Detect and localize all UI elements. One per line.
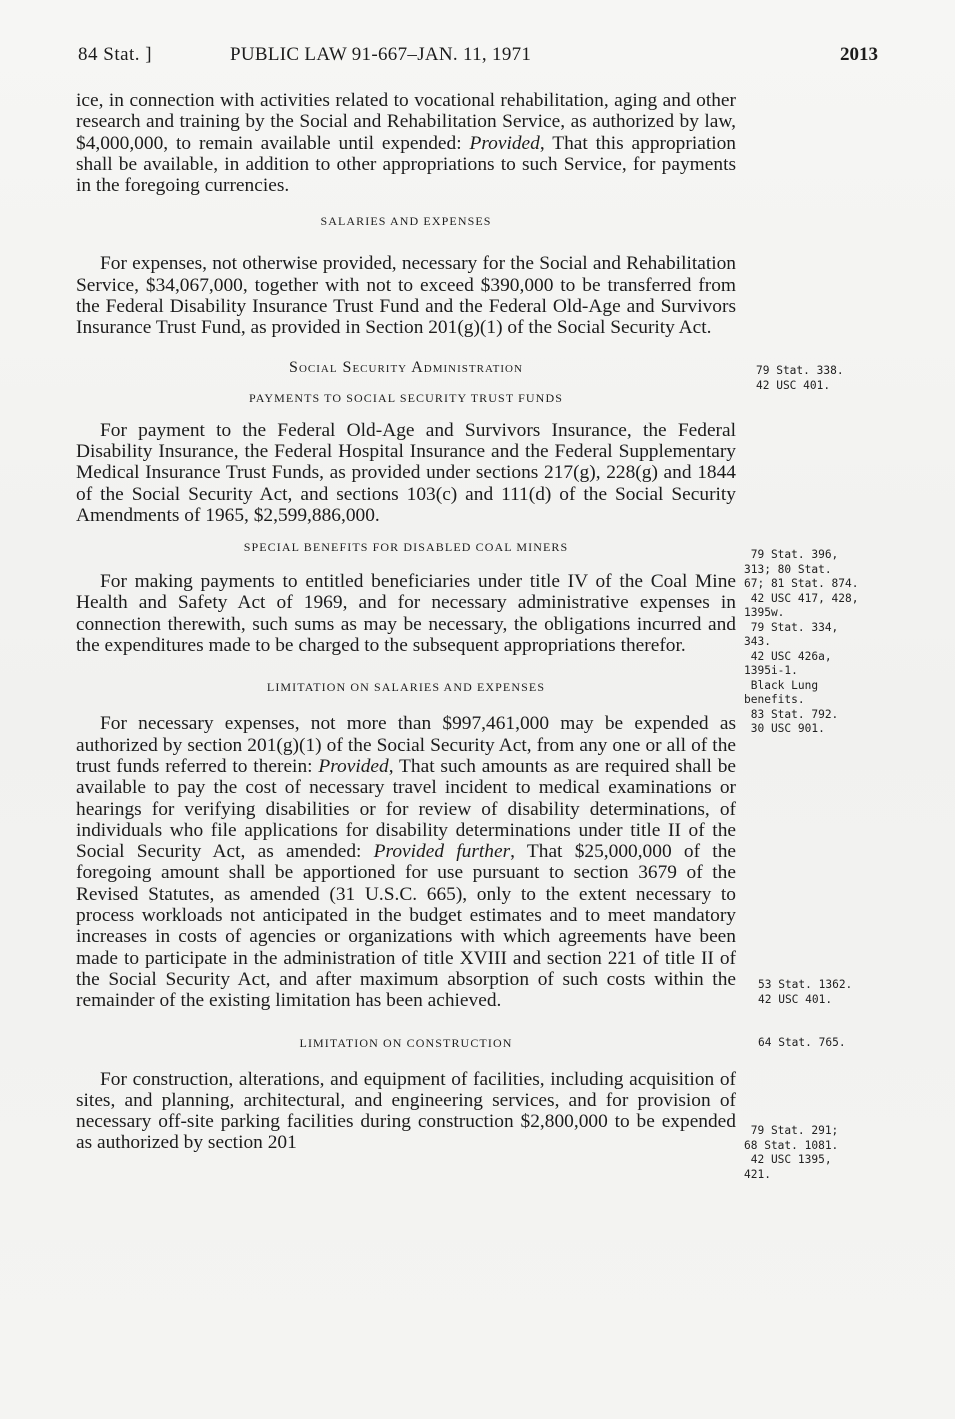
margin-note-4: 64 Stat. 765. bbox=[758, 1036, 846, 1049]
intro-italic: Provided bbox=[469, 132, 540, 154]
margin-note-2: 79 Stat. 396, 313; 80 Stat. 67; 81 Stat. 874. 42 USC 417, 428, 1395w. 79 Stat. 334, 343. 42 USC 426a, 1395i-1. Black Lung benefits. 83 Stat. 792. 30 USC 901. bbox=[744, 548, 859, 735]
section-heading-construction: LIMITATION ON CONSTRUCTION bbox=[299, 1035, 513, 1050]
intro-text-1: ice, in connection with activities related to vocational rehabilitation, aging and other research and training by the Social and Rehabilitation Service, as authorized by law, $4,000,000, to remain available until expended: bbox=[76, 90, 736, 154]
law-title: PUBLIC LAW 91-667–JAN. 11, 1971 bbox=[230, 44, 532, 65]
section-heading-salaries: SALARIES AND EXPENSES bbox=[320, 214, 492, 229]
section-text-coal-miners: For making payments to entitled beneficiaries under title IV of the Coal Mine Health and Safety Act of 1969, and for necessary administrative expenses in connection therewith, such sums as may be necessary, the obligations incurred and the expenditures made to be charged to the subsequent appropriations therefor. bbox=[76, 571, 736, 657]
margin-note-1: 79 Stat. 338. 42 USC 401. bbox=[756, 364, 844, 392]
page-number: 2013 bbox=[840, 44, 878, 65]
section-text-construction: For construction, alterations, and equipment of facilities, including acquisition of sites, and planning, architectural, and engineering services, and for provision of necessary off-site parking facilities during construction $2,800,000 to be expended as authorized by section 201 bbox=[76, 1068, 736, 1154]
main-text bbox=[76, 90, 736, 1154]
section-text-limitation-salaries bbox=[76, 713, 736, 1011]
intro-paragraph bbox=[76, 90, 736, 196]
intro-text-2: , That this appropriation shall be available, in addition to other appropriations to such Service, for payments in the foregoing currencies. bbox=[76, 132, 736, 197]
stat-label: 84 Stat. ] bbox=[78, 44, 153, 65]
limitation-text-2: , That such amounts as are required shall be available to pay the cost of necessary travel incident to medical examinations or hearings for verifying disabilities or for review of disability determinations, of individuals who file applications for disability determinations under title II of the Social Security Act, as amended: bbox=[76, 755, 737, 863]
limitation-italic-1: Provided bbox=[318, 755, 389, 777]
section-text-payments: For payment to the Federal Old-Age and Survivors Insurance, the Federal Disability Insurance, the Federal Hospital Insurance and the Federal Supplementary Medical Insurance Trust Funds, as provided under sections 217(g), 228(g) and 1844 of the Social Security Act, and sections 103(c) and 111(d) of the Social Security Amendments of 1965, $2,599,886,000. bbox=[76, 419, 736, 526]
section-heading-coal-miners: SPECIAL BENEFITS FOR DISABLED COAL MINERS bbox=[243, 540, 569, 555]
section-heading-limitation-salaries: LIMITATION ON SALARIES AND EXPENSES bbox=[266, 680, 546, 695]
margin-note-5: 79 Stat. 291; 68 Stat. 1081. 42 USC 1395, 421. bbox=[744, 1124, 839, 1181]
limitation-text-3: , That $25,000,000 of the foregoing amount shall be apportioned for use pursuant to section 3679 of the Revised Statutes, as amended (31 U.S.C. 665), only to the extent necessary to process workloads not anticipated in the budget estimates and to meet mandatory increases in costs of agencies or organizations with which agreements have been made to participate in the administration of title XVIII and section 221 of title II of the Social Security Act, and after maximum absorption of such costs within the remainder of the existing limitation has been achieved. bbox=[76, 841, 736, 1012]
agency-heading-ssa: Social Security Administration bbox=[289, 358, 523, 376]
section-heading-payments: PAYMENTS TO SOCIAL SECURITY TRUST FUNDS bbox=[249, 390, 563, 405]
limitation-italic-2: Provided further bbox=[373, 841, 511, 863]
limitation-text-1: For necessary expenses, not more than $997,461,000 may be expended as authorized by section 201(g)(1) of the Social Security Act, from any one or all of the trust funds referred to therein: bbox=[76, 713, 736, 777]
section-text-salaries: For expenses, not otherwise provided, necessary for the Social and Rehabilitation Service, $34,067,000, together with not to exceed $390,000 to be transferred from the Federal Disability Insurance Trust Fund and the Federal Old-Age and Survivors Insurance Trust Fund, as provided in Section 201(g)(1) of the Social Security Act. bbox=[76, 253, 736, 339]
page-header bbox=[78, 44, 878, 74]
margin-note-3: 53 Stat. 1362. 42 USC 401. bbox=[758, 978, 853, 1006]
